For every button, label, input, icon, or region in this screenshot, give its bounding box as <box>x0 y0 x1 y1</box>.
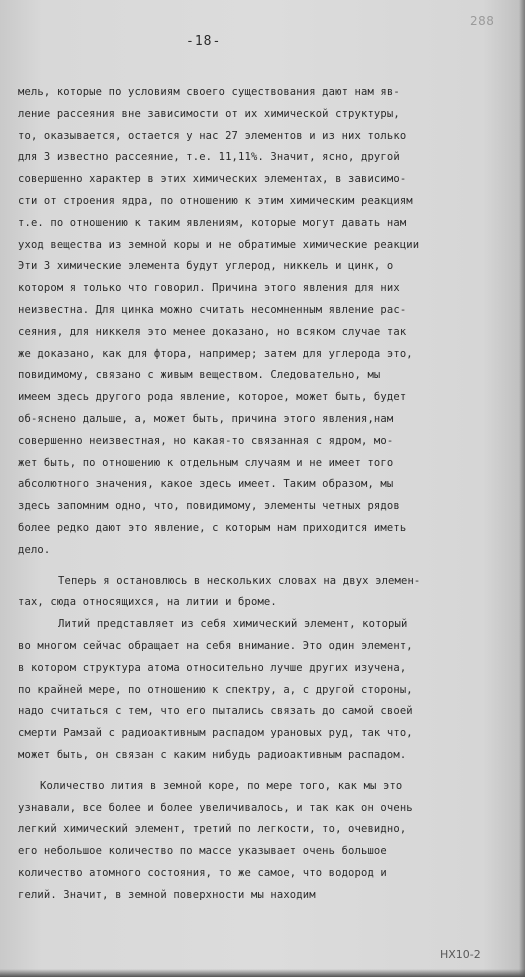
paragraph-1 <box>18 82 518 562</box>
text-line: уход вещества из земной коры и не обратимые химические реакции <box>18 238 420 251</box>
page-edge-shadow <box>519 0 525 977</box>
handwritten-archive-mark: НХ10-2 <box>440 948 481 961</box>
text-line: более редко дают это явление, с которым нам приходится иметь <box>18 521 407 534</box>
text-line: то, оказывается, остается у нас 27 элементов и из них только <box>18 129 407 142</box>
text-line: об-яснено дальше, а, может быть, причина этого явления,нам <box>18 412 394 425</box>
text-line: Эти 3 химические элемента будут углерод, никкель и цинк, о <box>18 260 394 273</box>
text-line: Теперь я остановлюсь в нескольких словах на двух элемен- <box>58 574 421 587</box>
text-line: узнавали, все более и более увеличивалось, и так как он очень <box>18 801 413 814</box>
text-line: гелий. Значит, в земной поверхности мы находим <box>18 888 316 901</box>
paragraph-2 <box>18 571 518 615</box>
text-line: Количество лития в земной коре, по мере того, как мы это <box>40 779 403 792</box>
archive-stamp-number: 288 <box>470 14 495 28</box>
text-line: ление рассеяния вне зависимости от их химической структуры, <box>18 107 400 120</box>
text-line: имеем здесь другого рода явление, которое, может быть, будет <box>18 391 407 404</box>
text-line: сеяния, для никкеля это менее доказано, но всяком случае так <box>18 325 407 338</box>
text-line: абсолютного значения, какое здесь имеет. Таким образом, мы <box>18 478 394 491</box>
text-line: его небольшое количество по массе указывает очень большое <box>18 845 387 858</box>
text-line: здесь запомним одно, что, повидимому, элементы четных рядов <box>18 500 400 513</box>
typewritten-body <box>18 82 518 906</box>
page-number: -18- <box>186 34 222 49</box>
text-line: неизвестна. Для цинка можно считать несомненным явление рас- <box>18 303 407 316</box>
text-line: смерти Рамзай с радиоактивным распадом урановых руд, так что, <box>18 727 413 740</box>
text-line: по крайней мере, по отношению к спектру, а, с другой стороны, <box>18 683 413 696</box>
text-line: т.е. по отношению к таким явлениям, которые могут давать нам <box>18 216 407 229</box>
text-line: же доказано, как для фтора, например; затем для углерода это, <box>18 347 413 360</box>
text-line: Литий представляет из себя химический элемент, который <box>58 618 408 631</box>
text-line: совершенно неизвестная, но какая-то связанная с ядром, мо- <box>18 434 394 447</box>
text-line: во многом сейчас обращает на себя внимание. Это один элемент, <box>18 639 413 652</box>
text-line: котором я только что говорил. Причина этого явления для них <box>18 282 400 295</box>
text-line: надо считаться с тем, что его пытались связать до самой своей <box>18 705 413 718</box>
page-bottom-shadow <box>0 969 525 977</box>
text-line: мель, которые по условиям своего существования дают нам яв- <box>18 86 400 98</box>
paragraph-4 <box>18 776 518 907</box>
text-line: сти от строения ядра, по отношению к этим химическим реакциям <box>18 194 413 207</box>
text-line: повидимому, связано с живым веществом. Следовательно, мы <box>18 369 381 382</box>
text-line: для 3 известно рассеяние, т.е. 11,11%. Значит, ясно, другой <box>18 151 400 164</box>
text-line: дело. <box>18 543 51 556</box>
text-line: совершенно характер в этих химических элементах, в зависимо- <box>18 173 407 186</box>
text-line: в котором структура атома относительно лучше других изучена, <box>18 661 407 674</box>
text-line: легкий химический элемент, третий по легкости, то, очевидно, <box>18 823 407 836</box>
text-line: тах, сюда относящихся, на литии и броме. <box>18 596 277 609</box>
text-line: жет быть, по отношению к отдельным случаям и не имеет того <box>18 456 394 469</box>
text-line: количество атомного состояния, то же самое, что водород и <box>18 866 387 879</box>
paragraph-3 <box>18 614 518 767</box>
text-line: может быть, он связан с каким нибудь радиоактивным распадом. <box>18 748 407 761</box>
